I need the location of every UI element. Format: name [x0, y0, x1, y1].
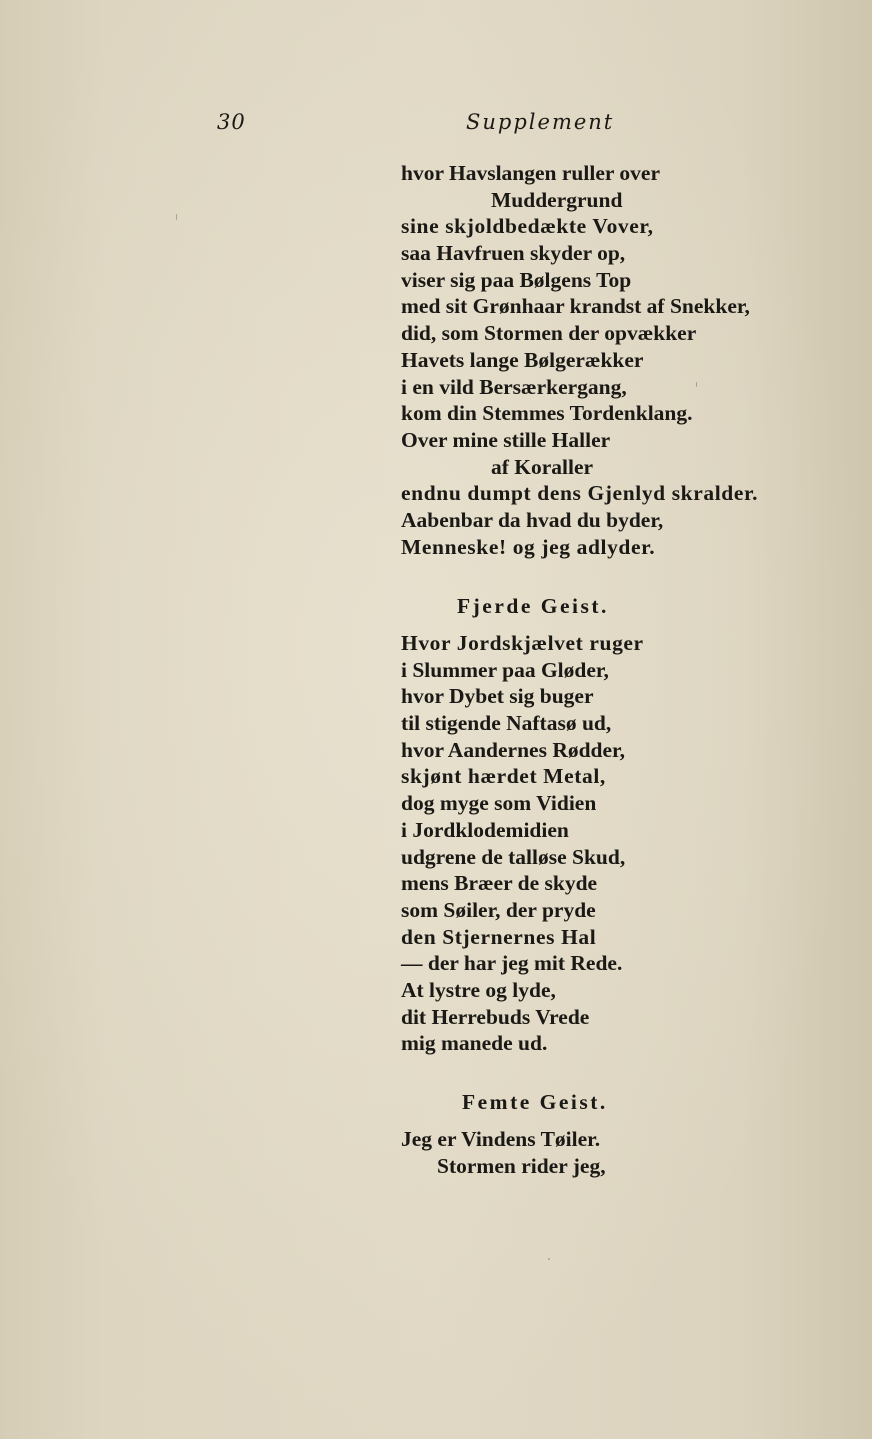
verse-line: mens Bræer de skyde [401, 871, 598, 896]
verse-line: hvor Havslangen ruller over [401, 161, 660, 185]
verse-line: til stigende Naftasø ud, [401, 711, 612, 736]
verse-line: hvor Aandernes Rødder, [401, 737, 625, 762]
verse-line: skjønt hærdet Metal, [401, 764, 606, 789]
verse-line: den Stjernernes Hal [401, 924, 597, 949]
verse-line: kom din Stemmes Tordenklang. [401, 401, 693, 426]
page-number: 30 [217, 110, 246, 134]
verse-line: did, som Stormen der opvækker [401, 321, 697, 346]
verse-line: Jeg er Vindens Tøiler. [401, 1127, 601, 1151]
verse-line: af Koraller [491, 454, 594, 479]
paper-speck [548, 1258, 550, 1260]
verse-line: At lystre og lyde, [401, 977, 556, 1002]
stanza-sea-spirit [401, 160, 841, 560]
verse-line: i en vild Bersærkergang, [401, 374, 627, 399]
verse-line: Stormen rider jeg, [437, 1153, 606, 1178]
verse-line: viser sig paa Bølgens Top [401, 267, 632, 292]
verse-line: Menneske! og jeg adlyder. [401, 534, 656, 559]
verse-line: — der har jeg mit Rede. [401, 951, 623, 976]
running-title: Supplement [466, 110, 615, 134]
verse-line: dog myge som Vidien [401, 791, 597, 816]
verse-line: Over mine stille Haller [401, 427, 611, 452]
verse-line: i Slummer paa Gløder, [401, 657, 609, 682]
verse-line: Aabenbar da hvad du byder, [401, 507, 664, 532]
verse-line: i Jordklodemidien [401, 817, 569, 842]
stanza-fjerde-geist [401, 630, 841, 1057]
paper-speck [176, 214, 177, 220]
verse-line: mig manede ud. [401, 1031, 548, 1056]
verse-line: med sit Grønhaar krandst af Snekker, [401, 294, 750, 319]
stanza-femte-geist [401, 1126, 841, 1179]
paper-speck [696, 382, 697, 387]
running-head [0, 110, 872, 140]
verse-line: udgrene de talløse Skud, [401, 844, 626, 869]
verse-line: dit Herrebuds Vrede [401, 1004, 590, 1029]
verse-line: Muddergrund [491, 187, 623, 212]
verse-line: Hvor Jordskjælvet ruger [401, 631, 644, 655]
section-heading-fjerde-geist: Fjerde Geist. [457, 594, 609, 618]
verse-line: endnu dumpt dens Gjenlyd skralder. [401, 481, 759, 506]
verse-line: som Søiler, der pryde [401, 897, 596, 922]
verse-line: sine skjoldbedækte Vover, [401, 214, 654, 239]
verse-line: saa Havfruen skyder op, [401, 241, 626, 266]
verse-line: Havets lange Bølgerækker [401, 347, 644, 372]
section-heading-femte-geist: Femte Geist. [462, 1090, 608, 1114]
verse-line: hvor Dybet sig buger [401, 684, 594, 709]
